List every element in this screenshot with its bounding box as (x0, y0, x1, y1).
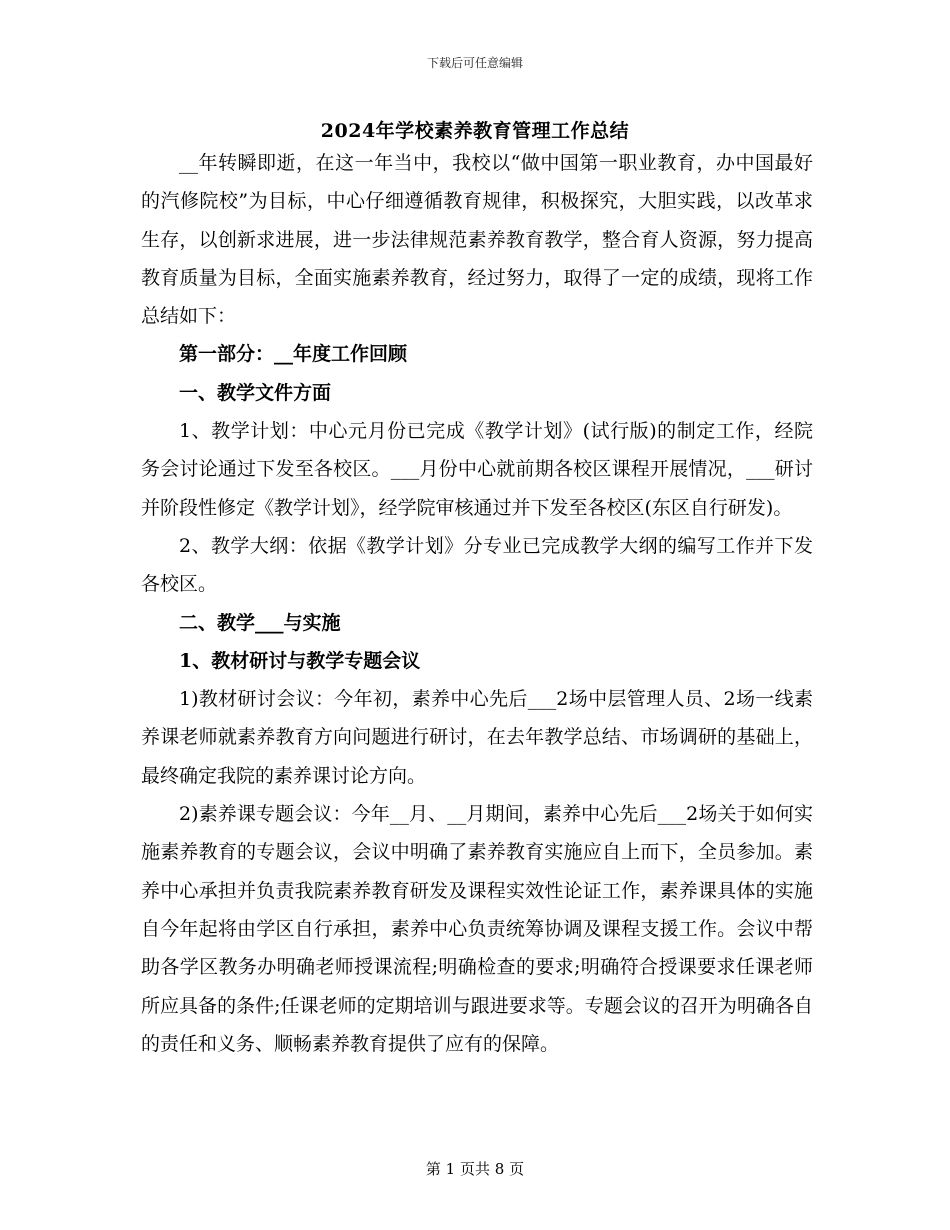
paragraph-special-meeting: 2)素养课专题会议：今年__月、__月期间，素养中心先后___2场关于如何实施素养教育的专题会议，会议中明确了素养教育实施应自上而下，全员参加。素养中心承担并负责我院素养教育研发及课程实效性论证工作，素养课具体的实施自今年起将由学区自行承担，素养中心负责统筹协调及课程支援工作。会议中帮助各学区教务办明确老师授课流程;明确检查的要求;明确符合授课要求任课老师所应具备的条件;任课老师的定期培训与跟进要求等。专题会议的召开为明确各自的责任和义务、顺畅素养教育提供了应有的保障。 (141, 803, 813, 1055)
heading-section-one: 一、教学文件方面 (179, 381, 332, 404)
document-title: 2024年学校素养教育管理工作总结 (320, 120, 630, 142)
page-header-note: 下载后可任意编辑 (426, 56, 523, 70)
document-body (141, 144, 813, 1063)
paragraph-textbook-meeting: 1)教材研讨会议：今年初，素养中心先后___2场中层管理人员、2场一线素养课老师就素养教育方向问题进行研讨，在去年教学总结、市场调研的基础上，最终确定我院的素养课讨论方向。 (141, 688, 813, 787)
page-footer-number: 第 1 页共 8 页 (425, 1160, 525, 1178)
heading-subsection-one: 1、教材研讨与教学专题会议 (179, 649, 421, 672)
paragraph-teaching-outline: 2、教学大纲：依据《教学计划》分专业已完成教学大纲的编写工作并下发各校区。 (141, 534, 813, 596)
heading-section-two: 二、教学___与实施 (179, 611, 341, 634)
paragraph-intro: __年转瞬即逝，在这一年当中，我校以“做中国第一职业教育，办中国最好的汽修院校”为目标，中心仔细遵循教育规律，积极探究，大胆实践，以改革求生存，以创新求进展，进一步法律规范素养教育教学，整合育人资源，努力提高教育质量为目标，全面实施素养教育，经过努力，取得了一定的成绩，现将工作总结如下： (141, 152, 813, 328)
paragraph-teaching-plan: 1、教学计划：中心元月份已完成《教学计划》(试行版)的制定工作，经院务会讨论通过下发至各校区。___月份中心就前期各校区课程开展情况，___研讨并阶段性修定《教学计划》，经学院审核通过并下发至各校区(东区自行研发)。 (141, 420, 813, 519)
heading-part-one: 第一部分：__年度工作回顾 (179, 343, 408, 366)
